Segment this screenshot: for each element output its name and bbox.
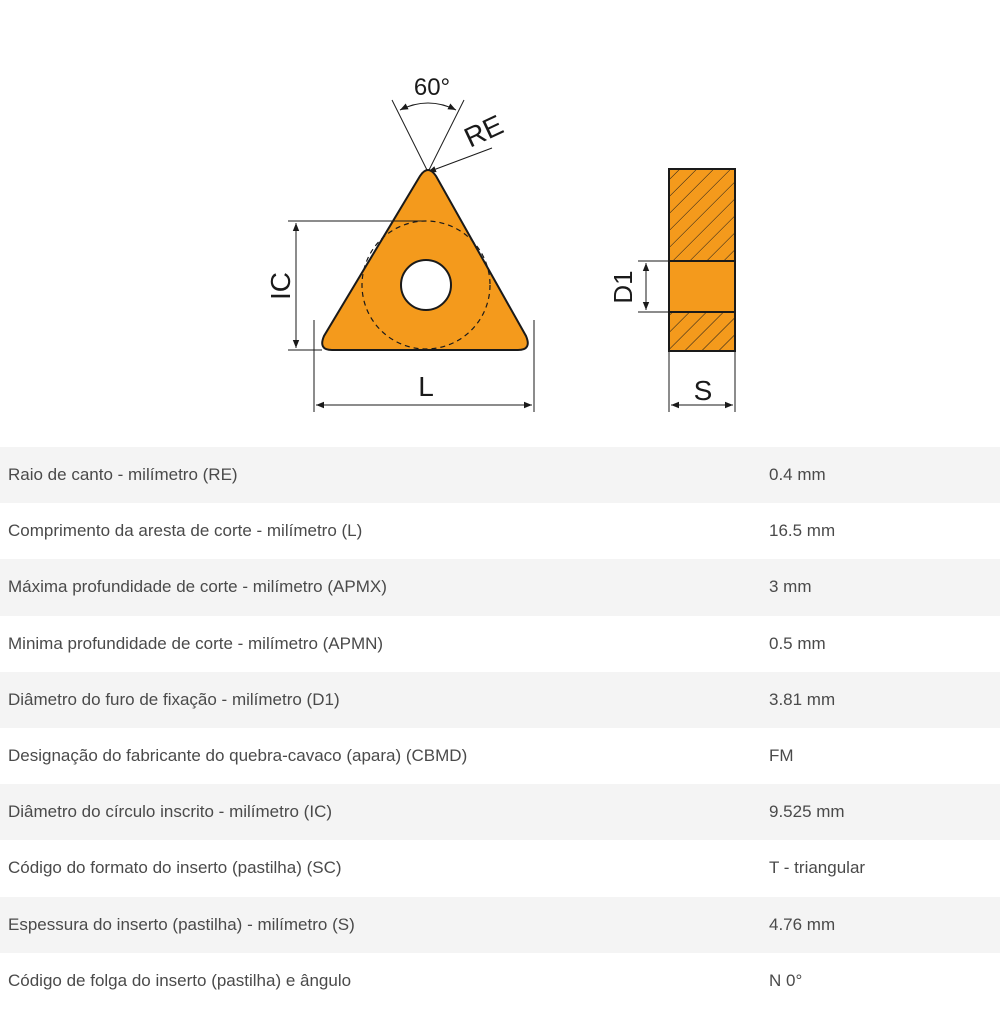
corner-radius-label: RE: [459, 108, 508, 154]
angle-label: 60°: [413, 74, 451, 101]
specifications-table: [0, 447, 1000, 1009]
spec-value: 9.525 mm: [769, 802, 845, 822]
spec-value: T - triangular: [769, 858, 866, 878]
d1-dimension: [638, 261, 669, 312]
spec-label: Designação do fabricante do quebra-cavaco (apara) (CBMD): [8, 746, 468, 766]
d1-label: D1: [608, 270, 638, 304]
table-row: [0, 728, 1000, 784]
spec-label: Minima profundidade de corte - milímetro (APMN): [8, 633, 384, 653]
spec-label: Raio de canto - milímetro (RE): [8, 465, 238, 485]
l-label: L: [418, 371, 434, 402]
table-row: [0, 840, 1000, 896]
spec-label: Código do formato do inserto (pastilha) (SC): [8, 858, 342, 878]
ic-label: IC: [265, 272, 296, 300]
spec-value: N 0°: [769, 970, 803, 990]
mounting-hole: [401, 260, 451, 310]
insert-diagram: [0, 0, 1000, 440]
spec-label: Diâmetro do furo de fixação - milímetro (D1): [8, 689, 340, 709]
table-row: [0, 447, 1000, 503]
spec-label: Máxima profundidade de corte - milímetro (APMX): [8, 577, 387, 597]
corner-radius-leader: [428, 148, 492, 172]
spec-value: 3 mm: [769, 577, 812, 597]
spec-label: Espessura do inserto (pastilha) - milímetro (S): [8, 914, 355, 934]
side-view-hole: [669, 261, 735, 312]
spec-value: 3.81 mm: [769, 689, 836, 709]
side-view-top: [669, 169, 735, 261]
s-label: S: [693, 375, 713, 406]
spec-label: Código de folga do inserto (pastilha) e ângulo: [8, 970, 352, 990]
side-view-bottom: [669, 312, 735, 351]
table-row: [0, 897, 1000, 953]
angle-construction-lines: [392, 100, 464, 172]
table-row: [0, 559, 1000, 615]
spec-value: 0.5 mm: [769, 633, 826, 653]
table-row: [0, 784, 1000, 840]
spec-value: FM: [769, 746, 794, 766]
spec-value: 0.4 mm: [769, 465, 826, 485]
insert-drawing: [0, 0, 1000, 440]
table-row: [0, 616, 1000, 672]
table-row: [0, 672, 1000, 728]
spec-value: 16.5 mm: [769, 521, 836, 541]
spec-value: 4.76 mm: [769, 914, 836, 934]
spec-label: Diâmetro do círculo inscrito - milímetro (IC): [8, 802, 333, 822]
table-row: [0, 953, 1000, 1009]
table-row: [0, 503, 1000, 559]
spec-label: Comprimento da aresta de corte - milímetro (L): [8, 521, 363, 541]
